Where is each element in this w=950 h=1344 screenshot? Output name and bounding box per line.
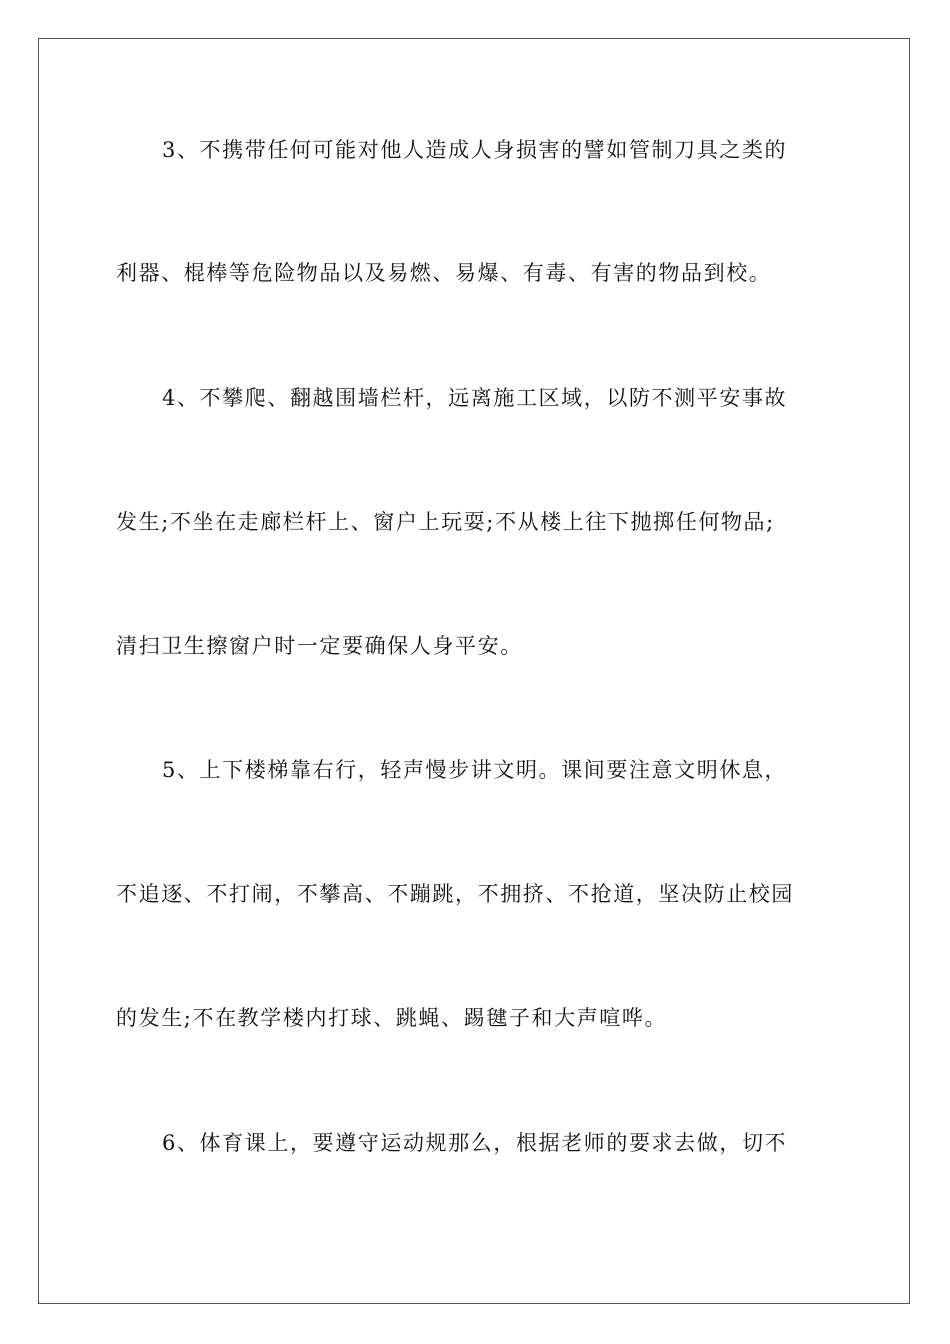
paragraph-4-line-3: 清扫卫生擦窗户时一定要确保人身平安。: [116, 634, 523, 658]
paragraph-5-line-3: 的发生;不在教学楼内打球、跳蝇、踢毽子和大声喧哗。: [116, 1006, 668, 1030]
page-border: [38, 38, 910, 1304]
paragraph-3-line-1: 3、不携带任何可能对他人造成人身损害的譬如管制刀具之类的: [162, 138, 788, 162]
paragraph-4-line-2: 发生;不坐在走廊栏杆上、窗户上玩耍;不从楼上往下抛掷任何物品;: [116, 510, 775, 534]
paragraph-3-line-2: 利器、棍棒等危险物品以及易燃、易爆、有毒、有害的物品到校。: [116, 261, 772, 285]
paragraph-4-line-1: 4、不攀爬、翻越围墙栏杆，远离施工区域，以防不测平安事故: [162, 386, 788, 410]
paragraph-6-line-1: 6、体育课上，要遵守运动规那么，根据老师的要求去做，切不: [162, 1131, 788, 1155]
paragraph-5-line-2: 不追逐、不打闹，不攀高、不蹦跳，不拥挤、不抢道，坚决防止校园: [116, 882, 794, 906]
paragraph-5-line-1: 5、上下楼梯靠右行，轻声慢步讲文明。课间要注意文明休息，: [162, 758, 788, 782]
